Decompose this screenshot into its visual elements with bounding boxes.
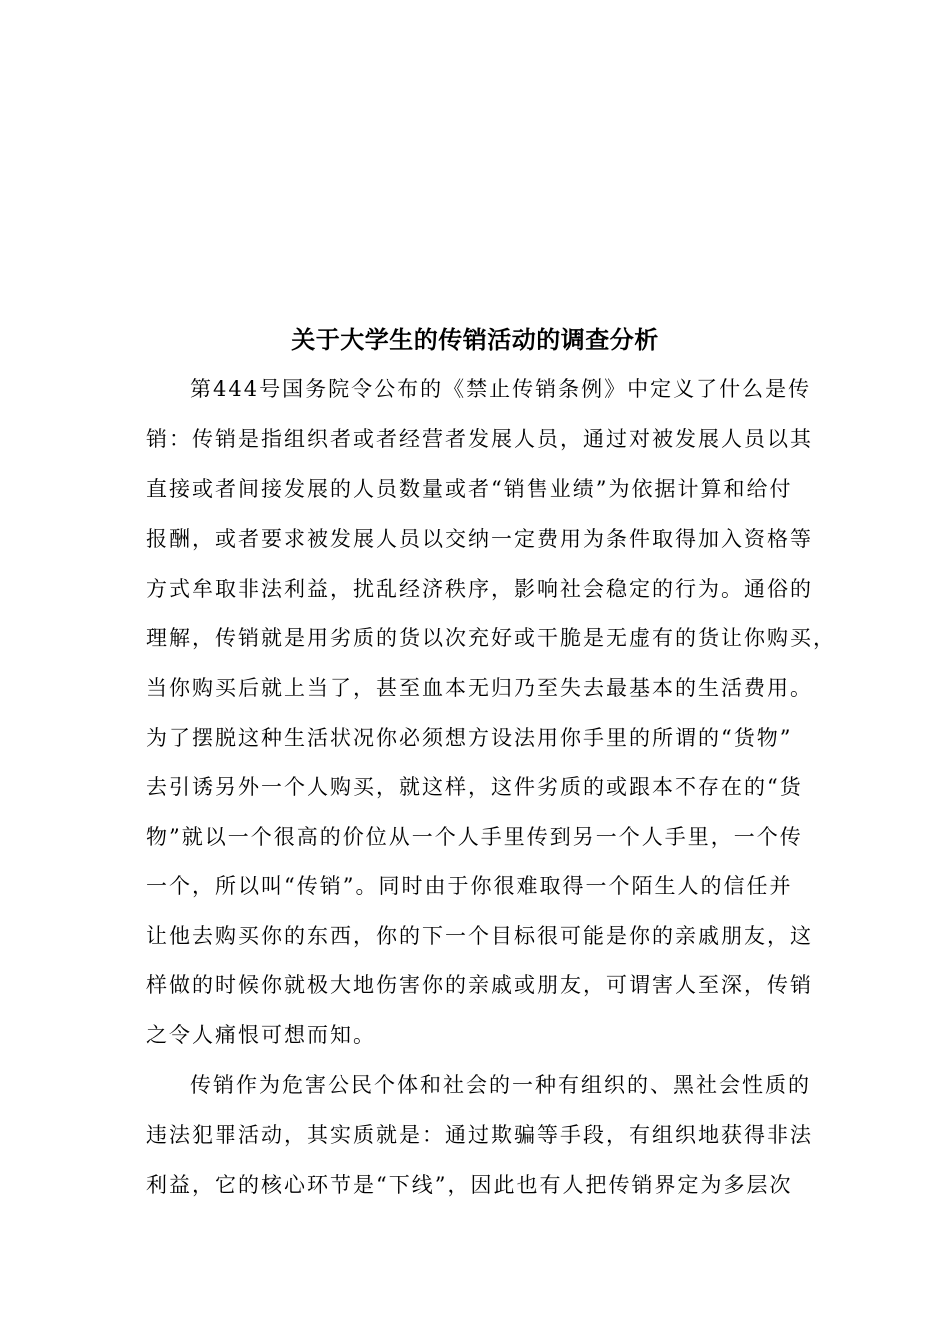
paragraph-1-line-10: 物”就以一个很高的价位从一个人手里传到另一个人手里，一个传 xyxy=(146,825,803,849)
paragraph-1-line-1: 第444号国务院令公布的《禁止传销条例》中定义了什么是传 xyxy=(190,377,812,401)
paragraph-1-line-4: 报酬，或者要求被发展人员以交纳一定费用为条件取得加入资格等 xyxy=(146,527,813,551)
paragraph-2-line-2: 违法犯罪活动，其实质就是：通过欺骗等手段，有组织地获得非法 xyxy=(146,1123,813,1147)
paragraph-1-line-2: 销：传销是指组织者或者经营者发展人员，通过对被发展人员以其 xyxy=(146,427,813,451)
paragraph-1-line-11: 一个，所以叫“传销”。同时由于你很难取得一个陌生人的信任并 xyxy=(146,874,793,898)
paragraph-2-line-3: 利益，它的核心环节是“下线”，因此也有人把传销界定为多层次 xyxy=(146,1173,793,1197)
paragraph-1-line-9: 去引诱另外一个人购买，就这样，这件劣质的或跟本不存在的“货 xyxy=(146,775,803,799)
paragraph-1-line-8: 为了摆脱这种生活状况你必须想方设法用你手里的所谓的“货物” xyxy=(146,726,793,750)
paragraph-2-line-1: 传销作为危害公民个体和社会的一种有组织的、黑社会性质的 xyxy=(190,1073,811,1097)
paragraph-1-line-6: 理解，传销就是用劣质的货以次充好或干脆是无虚有的货让你购买， xyxy=(146,626,836,650)
paragraph-1-line-5: 方式牟取非法利益，扰乱经济秩序，影响社会稳定的行为。通俗的 xyxy=(146,577,813,601)
paragraph-1-line-14: 之令人痛恨可想而知。 xyxy=(146,1023,376,1047)
document-title: 关于大学生的传销活动的调查分析 xyxy=(291,326,659,354)
paragraph-1-line-7: 当你购买后就上当了，甚至血本无归乃至失去最基本的生活费用。 xyxy=(146,676,813,700)
paragraph-1-line-13: 样做的时候你就极大地伤害你的亲戚或朋友，可谓害人至深，传销 xyxy=(146,973,813,997)
paragraph-1-line-3: 直接或者间接发展的人员数量或者“销售业绩”为依据计算和给付 xyxy=(146,477,793,501)
paragraph-1-line-12: 让他去购买你的东西，你的下一个目标很可能是你的亲戚朋友，这 xyxy=(146,924,813,948)
